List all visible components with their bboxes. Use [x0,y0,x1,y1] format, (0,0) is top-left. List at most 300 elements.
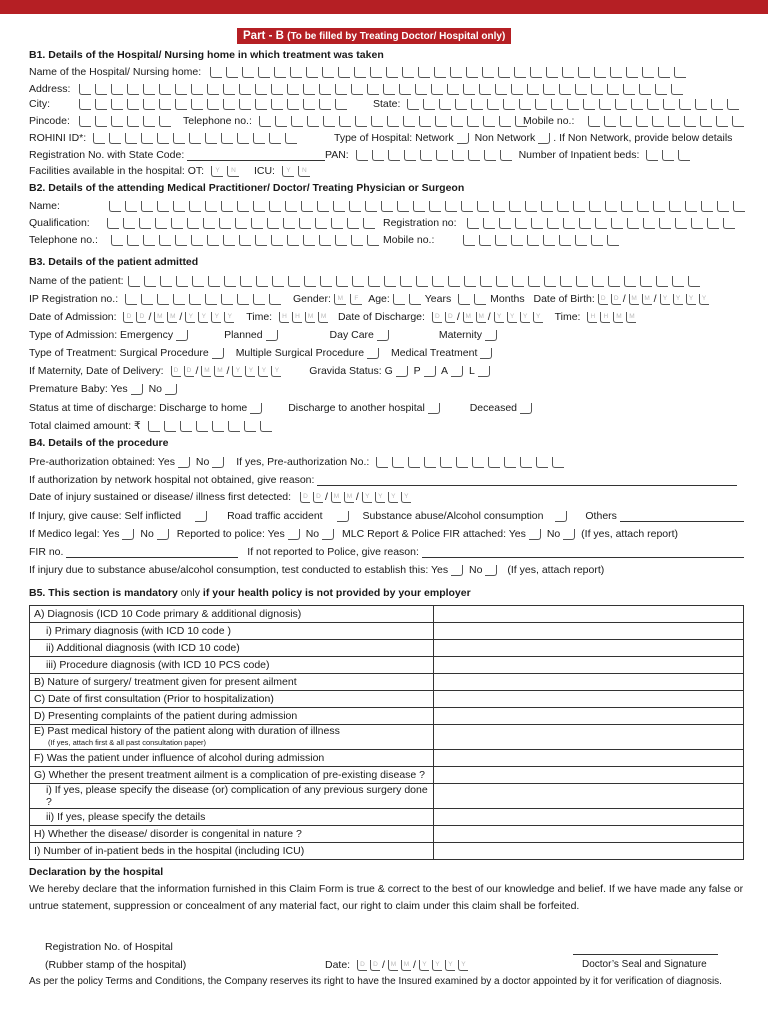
char-box[interactable] [415,84,427,95]
substance-test-no-checkbox[interactable] [485,565,497,576]
char-box[interactable]: Y [699,294,709,305]
char-box[interactable] [595,218,607,229]
char-box[interactable] [691,218,703,229]
char-box[interactable]: Y [224,312,234,323]
char-box[interactable] [139,218,151,229]
substance-test-yes-checkbox[interactable] [451,565,463,576]
multiple-surgical-checkbox[interactable] [367,348,379,359]
char-box[interactable] [221,133,233,144]
char-box[interactable] [384,276,396,287]
hospital-name-field[interactable] [210,67,690,78]
char-box[interactable] [466,67,478,78]
char-box[interactable] [365,201,377,212]
char-box[interactable] [646,150,658,161]
char-box[interactable]: Y [271,366,281,377]
char-box[interactable] [253,201,265,212]
char-box[interactable] [355,116,367,127]
char-box[interactable] [239,84,251,95]
char-box[interactable] [271,99,283,110]
char-box[interactable]: M [642,294,652,305]
char-box[interactable] [627,218,639,229]
char-box[interactable] [304,276,316,287]
char-box[interactable] [143,116,155,127]
char-box[interactable] [483,116,495,127]
char-box[interactable] [141,294,153,305]
char-box[interactable] [688,276,700,287]
char-box[interactable]: Y [211,312,221,323]
char-box[interactable] [547,218,559,229]
char-box[interactable] [392,457,404,468]
char-box[interactable] [671,84,683,95]
char-box[interactable] [559,84,571,95]
char-box[interactable] [187,218,199,229]
char-box[interactable] [143,235,155,246]
char-box[interactable] [400,276,412,287]
gender-f-box[interactable]: F [350,294,362,305]
char-box[interactable] [93,133,105,144]
char-box[interactable] [336,276,348,287]
char-box[interactable] [317,201,329,212]
char-box[interactable] [544,276,556,287]
char-box[interactable] [626,67,638,78]
char-box[interactable] [339,116,351,127]
char-box[interactable] [495,235,507,246]
char-box[interactable] [223,99,235,110]
char-box[interactable] [223,84,235,95]
char-box[interactable] [251,218,263,229]
char-box[interactable] [269,201,281,212]
char-box[interactable] [679,99,691,110]
char-box[interactable] [399,84,411,95]
icu-no-box[interactable]: N [298,166,310,177]
b5-answer-cell[interactable] [434,809,744,826]
char-box[interactable] [383,84,395,95]
char-box[interactable] [109,201,121,212]
char-box[interactable] [499,116,511,127]
char-box[interactable] [363,218,375,229]
char-box[interactable] [356,150,368,161]
char-box[interactable] [579,218,591,229]
road-traffic-checkbox[interactable] [337,511,349,522]
char-box[interactable] [267,218,279,229]
char-box[interactable] [191,99,203,110]
char-box[interactable] [127,235,139,246]
char-box[interactable]: Y [660,294,670,305]
char-box[interactable]: D [184,366,194,377]
char-box[interactable] [287,99,299,110]
char-box[interactable] [407,99,419,110]
char-box[interactable]: Y [232,366,242,377]
char-box[interactable] [237,201,249,212]
char-box[interactable] [447,84,459,95]
char-box[interactable] [272,276,284,287]
network-checkbox[interactable] [457,133,469,144]
char-box[interactable]: Y [258,366,268,377]
char-box[interactable]: D [357,960,367,971]
char-box[interactable] [668,116,680,127]
char-box[interactable] [386,67,398,78]
char-box[interactable] [349,201,361,212]
char-box[interactable] [653,201,665,212]
surgical-checkbox[interactable] [212,348,224,359]
char-box[interactable] [512,276,524,287]
char-box[interactable] [467,218,479,229]
char-box[interactable] [319,235,331,246]
injury-date-field[interactable] [300,492,414,503]
char-box[interactable] [620,116,632,127]
gender-m-box[interactable]: M [334,294,346,305]
char-box[interactable] [127,116,139,127]
char-box[interactable] [157,201,169,212]
char-box[interactable] [487,99,499,110]
b5-answer-cell[interactable] [434,691,744,708]
b5-answer-cell[interactable] [434,843,744,860]
char-box[interactable] [157,294,169,305]
char-box[interactable] [335,235,347,246]
char-box[interactable] [455,99,467,110]
char-box[interactable] [283,218,295,229]
patient-name-field[interactable] [128,276,704,287]
deceased-checkbox[interactable] [520,403,532,414]
char-box[interactable]: Y [185,312,195,323]
char-box[interactable] [306,67,318,78]
char-box[interactable] [226,67,238,78]
char-box[interactable]: M [331,492,341,503]
telephone-field[interactable] [259,116,531,127]
char-box[interactable] [331,218,343,229]
b5-answer-cell[interactable] [434,674,744,691]
char-box[interactable] [552,457,564,468]
char-box[interactable] [239,235,251,246]
char-box[interactable] [562,67,574,78]
char-box[interactable] [423,99,435,110]
planned-checkbox[interactable] [266,330,278,341]
char-box[interactable] [258,67,270,78]
char-box[interactable] [205,133,217,144]
char-box[interactable] [370,67,382,78]
char-box[interactable] [591,84,603,95]
char-box[interactable] [546,67,558,78]
char-box[interactable] [543,84,555,95]
char-box[interactable] [127,99,139,110]
char-box[interactable] [303,99,315,110]
char-box[interactable] [196,421,208,432]
char-box[interactable] [557,201,569,212]
char-box[interactable] [271,235,283,246]
char-box[interactable] [301,201,313,212]
char-box[interactable]: Y [686,294,696,305]
char-box[interactable] [175,84,187,95]
char-box[interactable] [434,67,446,78]
char-box[interactable] [525,201,537,212]
char-box[interactable]: M [201,366,211,377]
char-box[interactable] [111,84,123,95]
mobile-field-b1[interactable] [588,116,748,127]
char-box[interactable] [141,201,153,212]
char-box[interactable] [509,201,521,212]
char-box[interactable] [159,116,171,127]
char-box[interactable]: H [587,312,597,323]
char-box[interactable]: D [432,312,442,323]
char-box[interactable]: M [305,312,315,323]
char-box[interactable] [621,201,633,212]
char-box[interactable] [604,116,616,127]
b5-answer-cell[interactable] [434,784,744,809]
char-box[interactable] [372,150,384,161]
char-box[interactable] [701,201,713,212]
char-box[interactable]: Y [507,312,517,323]
char-box[interactable] [180,421,192,432]
char-box[interactable]: H [279,312,289,323]
char-box[interactable] [253,133,265,144]
char-box[interactable] [591,235,603,246]
char-box[interactable] [429,201,441,212]
char-box[interactable] [171,218,183,229]
char-box[interactable] [551,99,563,110]
char-box[interactable] [125,201,137,212]
char-box[interactable] [495,84,507,95]
char-box[interactable]: M [154,312,164,323]
char-box[interactable] [707,218,719,229]
day-care-checkbox[interactable] [377,330,389,341]
preauth-no-checkbox[interactable] [212,457,224,468]
char-box[interactable] [207,99,219,110]
char-box[interactable] [500,150,512,161]
char-box[interactable] [607,235,619,246]
char-box[interactable] [141,133,153,144]
char-box[interactable] [439,99,451,110]
char-box[interactable] [543,235,555,246]
char-box[interactable] [235,218,247,229]
char-box[interactable] [176,276,188,287]
char-box[interactable] [440,457,452,468]
char-box[interactable] [519,99,531,110]
admit-time-field[interactable] [279,312,331,323]
char-box[interactable] [493,201,505,212]
char-box[interactable] [175,235,187,246]
char-box[interactable] [210,67,222,78]
char-box[interactable] [307,116,319,127]
char-box[interactable] [527,84,539,95]
char-box[interactable] [205,294,217,305]
char-box[interactable] [159,99,171,110]
char-box[interactable] [189,201,201,212]
char-box[interactable] [631,99,643,110]
char-box[interactable]: Y [401,492,411,503]
police-reason-field[interactable] [422,547,744,558]
char-box[interactable] [144,276,156,287]
char-box[interactable] [468,150,480,161]
char-box[interactable] [479,235,491,246]
char-box[interactable]: D [123,312,133,323]
char-box[interactable] [520,457,532,468]
char-box[interactable] [354,67,366,78]
char-box[interactable] [255,84,267,95]
char-box[interactable] [573,201,585,212]
char-box[interactable] [530,67,542,78]
gravida-l-box[interactable] [478,366,490,377]
age-months-field[interactable] [458,294,490,305]
gravida-g-box[interactable] [396,366,408,377]
b5-answer-cell[interactable] [434,657,744,674]
doctor-reg-field[interactable] [467,218,739,229]
char-box[interactable] [424,457,436,468]
char-box[interactable] [659,218,671,229]
char-box[interactable] [675,218,687,229]
char-box[interactable] [418,67,430,78]
char-box[interactable]: Y [362,492,372,503]
char-box[interactable] [432,276,444,287]
char-box[interactable] [452,150,464,161]
qualification-field[interactable] [107,218,379,229]
char-box[interactable] [123,218,135,229]
medico-no-checkbox[interactable] [157,529,169,540]
char-box[interactable] [274,67,286,78]
char-box[interactable] [79,84,91,95]
char-box[interactable] [711,99,723,110]
char-box[interactable] [191,84,203,95]
char-box[interactable] [484,150,496,161]
char-box[interactable] [496,276,508,287]
premature-no-checkbox[interactable] [165,384,177,395]
char-box[interactable] [224,276,236,287]
age-years-field[interactable] [393,294,425,305]
char-box[interactable] [480,276,492,287]
char-box[interactable]: Y [520,312,530,323]
char-box[interactable] [240,276,252,287]
char-box[interactable] [237,294,249,305]
char-box[interactable] [515,116,527,127]
char-box[interactable]: Y [419,960,429,971]
char-box[interactable] [637,201,649,212]
char-box[interactable] [256,276,268,287]
char-box[interactable] [79,99,91,110]
char-box[interactable] [498,67,510,78]
substance-checkbox[interactable] [555,511,567,522]
char-box[interactable] [733,201,745,212]
police-no-checkbox[interactable] [322,529,334,540]
mlc-yes-checkbox[interactable] [529,529,541,540]
b5-answer-cell[interactable] [434,826,744,843]
char-box[interactable]: M [613,312,623,323]
char-box[interactable] [672,276,684,287]
char-box[interactable] [445,201,457,212]
doa-field[interactable] [123,312,237,323]
char-box[interactable] [499,218,511,229]
char-box[interactable] [159,235,171,246]
fir-field[interactable] [66,547,238,558]
char-box[interactable] [652,116,664,127]
premature-yes-checkbox[interactable] [131,384,143,395]
char-box[interactable] [173,133,185,144]
char-box[interactable] [436,150,448,161]
char-box[interactable] [727,99,739,110]
city-field[interactable] [79,99,351,110]
char-box[interactable] [463,235,475,246]
medical-treatment-checkbox[interactable] [480,348,492,359]
char-box[interactable] [695,99,707,110]
char-box[interactable] [647,99,659,110]
char-box[interactable] [588,116,600,127]
b5-answer-cell[interactable] [434,606,744,623]
char-box[interactable] [514,67,526,78]
char-box[interactable] [669,201,681,212]
char-box[interactable] [471,99,483,110]
char-box[interactable] [271,84,283,95]
char-box[interactable] [111,99,123,110]
char-box[interactable] [608,276,620,287]
pincode-field[interactable] [79,116,175,127]
char-box[interactable] [458,294,470,305]
icu-yes-box[interactable]: Y [282,166,294,177]
char-box[interactable] [419,116,431,127]
char-box[interactable]: D [171,366,181,377]
signature-line[interactable] [573,945,718,955]
char-box[interactable] [285,201,297,212]
char-box[interactable] [173,201,185,212]
char-box[interactable] [290,67,302,78]
char-box[interactable] [684,116,696,127]
char-box[interactable] [615,99,627,110]
char-box[interactable] [219,218,231,229]
char-box[interactable]: M [388,960,398,971]
char-box[interactable] [255,235,267,246]
char-box[interactable] [717,201,729,212]
char-box[interactable] [716,116,728,127]
char-box[interactable] [403,116,415,127]
char-box[interactable] [685,201,697,212]
char-box[interactable] [575,235,587,246]
char-box[interactable] [143,99,155,110]
char-box[interactable] [253,294,265,305]
char-box[interactable] [164,421,176,432]
char-box[interactable] [594,67,606,78]
char-box[interactable] [351,235,363,246]
char-box[interactable]: M [626,312,636,323]
char-box[interactable] [175,99,187,110]
char-box[interactable] [237,133,249,144]
char-box[interactable] [371,116,383,127]
char-box[interactable] [319,84,331,95]
pan-field[interactable] [356,150,516,161]
char-box[interactable] [352,276,364,287]
char-box[interactable] [420,150,432,161]
char-box[interactable]: M [318,312,328,323]
b5-answer-cell[interactable] [434,767,744,784]
char-box[interactable] [575,84,587,95]
char-box[interactable] [592,276,604,287]
char-box[interactable] [208,276,220,287]
doctor-mobile-field[interactable] [463,235,623,246]
char-box[interactable] [610,67,622,78]
others-field[interactable] [620,511,744,522]
char-box[interactable] [79,116,91,127]
char-box[interactable] [221,294,233,305]
char-box[interactable] [479,84,491,95]
char-box[interactable]: D [611,294,621,305]
char-box[interactable] [583,99,595,110]
char-box[interactable] [535,99,547,110]
char-box[interactable] [95,99,107,110]
char-box[interactable] [474,294,486,305]
char-box[interactable] [287,235,299,246]
char-box[interactable] [448,276,460,287]
char-box[interactable] [255,99,267,110]
char-box[interactable]: Y [533,312,543,323]
char-box[interactable] [125,133,137,144]
inpatient-beds-field[interactable] [646,150,694,161]
char-box[interactable] [461,201,473,212]
